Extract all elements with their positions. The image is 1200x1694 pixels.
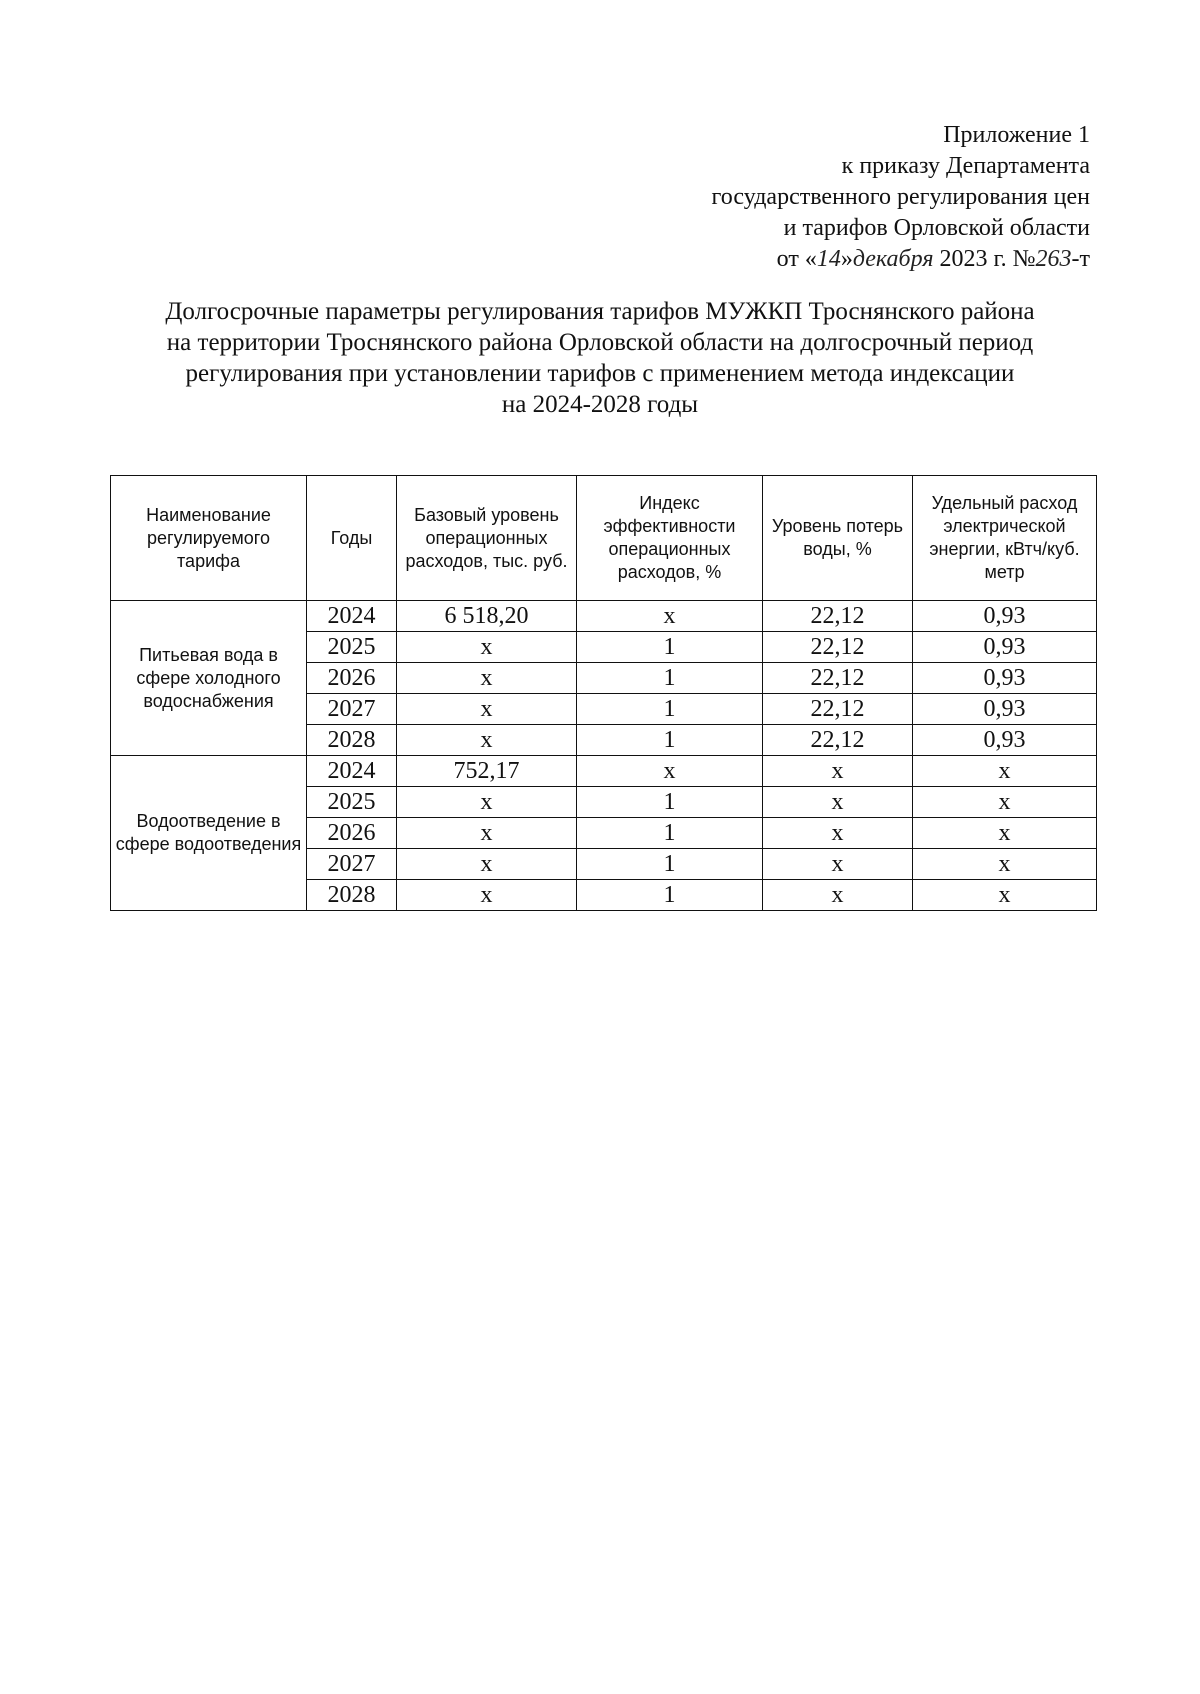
cell-year: 2027	[307, 849, 397, 880]
cell-efficiency-index: 1	[577, 632, 763, 663]
cell-efficiency-index: 1	[577, 787, 763, 818]
title-line-1: Долгосрочные параметры регулирования тарифов МУЖКП Троснянского района	[165, 298, 1035, 325]
cell-efficiency-index: 1	[577, 694, 763, 725]
table-row	[111, 601, 1097, 632]
title-line-2: на территории Троснянского района Орловской области на долгосрочный период	[166, 329, 1034, 356]
cell-efficiency-index: 1	[577, 725, 763, 756]
cell-energy-consumption: 0,93	[913, 601, 1097, 632]
cell-base-opex: 6 518,20	[397, 601, 577, 632]
cell-year: 2028	[307, 725, 397, 756]
cell-efficiency-index: х	[577, 756, 763, 787]
header-efficiency-index: Индекс эффективности операционных расходов, %	[577, 476, 763, 601]
cell-water-loss: х	[763, 880, 913, 911]
cell-energy-consumption: 0,93	[913, 632, 1097, 663]
cell-year: 2028	[307, 880, 397, 911]
header-energy-consumption: Удельный расход электрической энергии, кВтч/куб. метр	[913, 476, 1097, 601]
cell-energy-consumption: 0,93	[913, 725, 1097, 756]
cell-base-opex: х	[397, 787, 577, 818]
cell-year: 2024	[307, 756, 397, 787]
cell-water-loss: х	[763, 787, 913, 818]
header-water-loss: Уровень потерь воды, %	[763, 476, 913, 601]
group-name-wastewater: Водоотведение в сфере водоотведения	[111, 756, 307, 911]
cell-efficiency-index: 1	[577, 880, 763, 911]
date-prefix: от «	[776, 246, 817, 272]
cell-efficiency-index: 1	[577, 849, 763, 880]
cell-water-loss: 22,12	[763, 694, 913, 725]
cell-energy-consumption: х	[913, 787, 1097, 818]
header-years: Годы	[307, 476, 397, 601]
date-month: декабря	[852, 246, 934, 272]
cell-base-opex: х	[397, 725, 577, 756]
title-line-3: регулирования при установлении тарифов с применением метода индексации	[185, 360, 1015, 387]
cell-year: 2024	[307, 601, 397, 632]
cell-base-opex: 752,17	[397, 756, 577, 787]
cell-base-opex: х	[397, 694, 577, 725]
cell-energy-consumption: х	[913, 818, 1097, 849]
appendix-block	[712, 120, 1090, 275]
tariff-parameters-table	[110, 475, 1097, 911]
cell-energy-consumption: х	[913, 756, 1097, 787]
cell-year: 2027	[307, 694, 397, 725]
title-line-4: на 2024-2028 годы	[501, 391, 699, 418]
cell-energy-consumption: 0,93	[913, 663, 1097, 694]
appendix-line-4: и тарифов Орловской области	[783, 215, 1090, 241]
cell-base-opex: х	[397, 880, 577, 911]
order-date-line	[712, 244, 1090, 275]
table-row	[111, 756, 1097, 787]
cell-water-loss: х	[763, 756, 913, 787]
appendix-line-3: государственного регулирования цен	[711, 184, 1090, 210]
cell-base-opex: х	[397, 663, 577, 694]
cell-water-loss: 22,12	[763, 601, 913, 632]
cell-base-opex: х	[397, 818, 577, 849]
order-number: 263	[1035, 246, 1072, 272]
cell-base-opex: х	[397, 632, 577, 663]
cell-energy-consumption: х	[913, 849, 1097, 880]
cell-year: 2026	[307, 663, 397, 694]
cell-water-loss: 22,12	[763, 632, 913, 663]
cell-efficiency-index: х	[577, 601, 763, 632]
date-mid: »	[840, 246, 853, 272]
group-name-cold-water: Питьевая вода в сфере холодного водоснабжения	[111, 601, 307, 756]
order-suffix: -т	[1071, 246, 1090, 272]
appendix-line-2: к приказу Департамента	[841, 153, 1090, 179]
cell-water-loss: 22,12	[763, 663, 913, 694]
date-day: 14	[816, 246, 841, 272]
header-base-opex: Базовый уровень операционных расходов, тыс. руб.	[397, 476, 577, 601]
cell-year: 2025	[307, 632, 397, 663]
cell-water-loss: х	[763, 849, 913, 880]
date-year: 2023 г. №	[933, 246, 1036, 272]
cell-year: 2025	[307, 787, 397, 818]
cell-efficiency-index: 1	[577, 818, 763, 849]
cell-efficiency-index: 1	[577, 663, 763, 694]
header-tariff-name: Наименование регулируемого тарифа	[111, 476, 307, 601]
cell-energy-consumption: 0,93	[913, 694, 1097, 725]
document-title	[100, 296, 1100, 420]
cell-water-loss: 22,12	[763, 725, 913, 756]
appendix-line-1: Приложение 1	[943, 122, 1090, 148]
cell-energy-consumption: х	[913, 880, 1097, 911]
table-header-row	[111, 476, 1097, 601]
cell-water-loss: х	[763, 818, 913, 849]
cell-base-opex: х	[397, 849, 577, 880]
cell-year: 2026	[307, 818, 397, 849]
